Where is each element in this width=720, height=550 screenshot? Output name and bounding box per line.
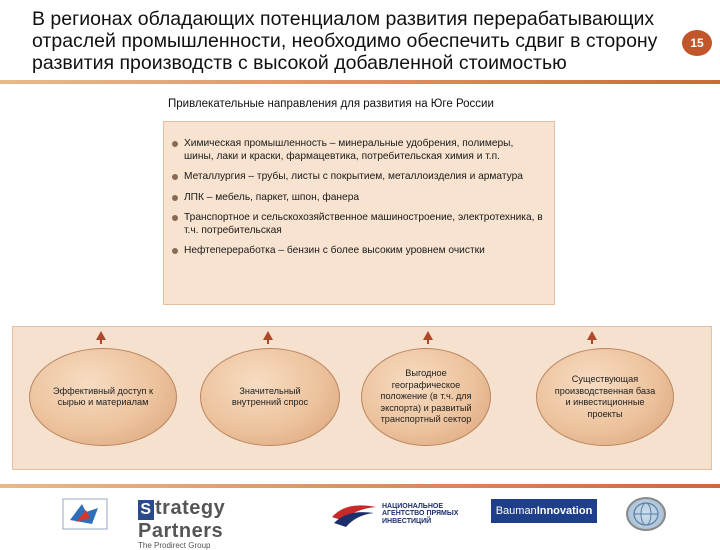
up-arrow-icon <box>263 331 273 340</box>
emblem-left-logo <box>50 497 120 531</box>
header-divider <box>0 80 720 84</box>
bullet-icon <box>172 215 178 221</box>
direction-item-chemistry <box>170 138 544 163</box>
naip-logo <box>330 497 470 531</box>
bullet-icon <box>172 195 178 201</box>
factor-geography: Выгодное географическое положение (в т.ч. для экспорта) и развитый транспортный сектор <box>361 348 491 446</box>
direction-text: Химическая промышленность – минеральные удобрения, полимеры, шины, лаки и краски, фармацевтика, потребительская химия и т.п. <box>184 138 514 162</box>
up-arrow-icon <box>96 331 106 340</box>
page-number-badge: 15 <box>682 30 712 56</box>
globe-emblem-logo <box>626 497 666 531</box>
emblem-left-icon <box>62 498 108 530</box>
footer-divider <box>0 484 720 488</box>
bullet-icon <box>172 141 178 147</box>
bullet-icon <box>172 248 178 254</box>
directions-list <box>164 122 554 258</box>
factor-resources: Эффективный доступ к сырью и материалам <box>29 348 177 446</box>
strategy-partners-sub: The Prodirect Group <box>138 541 211 550</box>
direction-item-refining <box>170 245 544 258</box>
slide-title: В регионах обладающих потенциалом развития перерабатывающих отраслей промышленности, необходимо обеспечить сдвиг в сторону развития производств с высокой добавленной стоимостью <box>32 8 658 74</box>
direction-text: Металлургия – трубы, листы с покрытием, металлоизделия и арматура <box>184 171 523 182</box>
strategy-partners-name: trategy Partners <box>138 497 226 542</box>
bauman-word: Bauman <box>495 505 537 517</box>
direction-item-machinery <box>170 212 544 237</box>
strategy-partners-logo <box>138 497 308 550</box>
innovation-word: Innovation <box>536 505 593 517</box>
direction-text: ЛПК – мебель, паркет, шпон, фанера <box>184 191 360 203</box>
direction-text: Транспортное и сельскохозяйственное машиностроение, электротехника, в т.ч. потребительская <box>184 212 543 236</box>
up-arrow-icon <box>587 331 597 340</box>
bullet-icon <box>172 174 178 180</box>
strategy-partners-mark: S <box>138 500 154 520</box>
factor-demand: Значительный внутренний спрос <box>200 348 340 446</box>
naip-bird-icon <box>330 499 378 529</box>
direction-item-timber <box>170 192 544 205</box>
directions-heading: Привлекательные направления для развития на Юге России <box>168 98 494 110</box>
bauman-innovation-logo <box>491 499 597 523</box>
up-arrow-icon <box>423 331 433 340</box>
factor-production-base: Существующая производственная база и инвестиционные проекты <box>536 348 674 446</box>
direction-item-metallurgy <box>170 171 544 184</box>
directions-panel <box>163 121 555 305</box>
globe-icon <box>628 499 664 529</box>
direction-text: Нефтепереработка – бензин с более высоким уровнем очистки <box>184 245 485 256</box>
naip-name: НАЦИОНАЛЬНОЕ АГЕНТСТВО ПРЯМЫХ ИНВЕСТИЦИЙ <box>382 502 459 525</box>
